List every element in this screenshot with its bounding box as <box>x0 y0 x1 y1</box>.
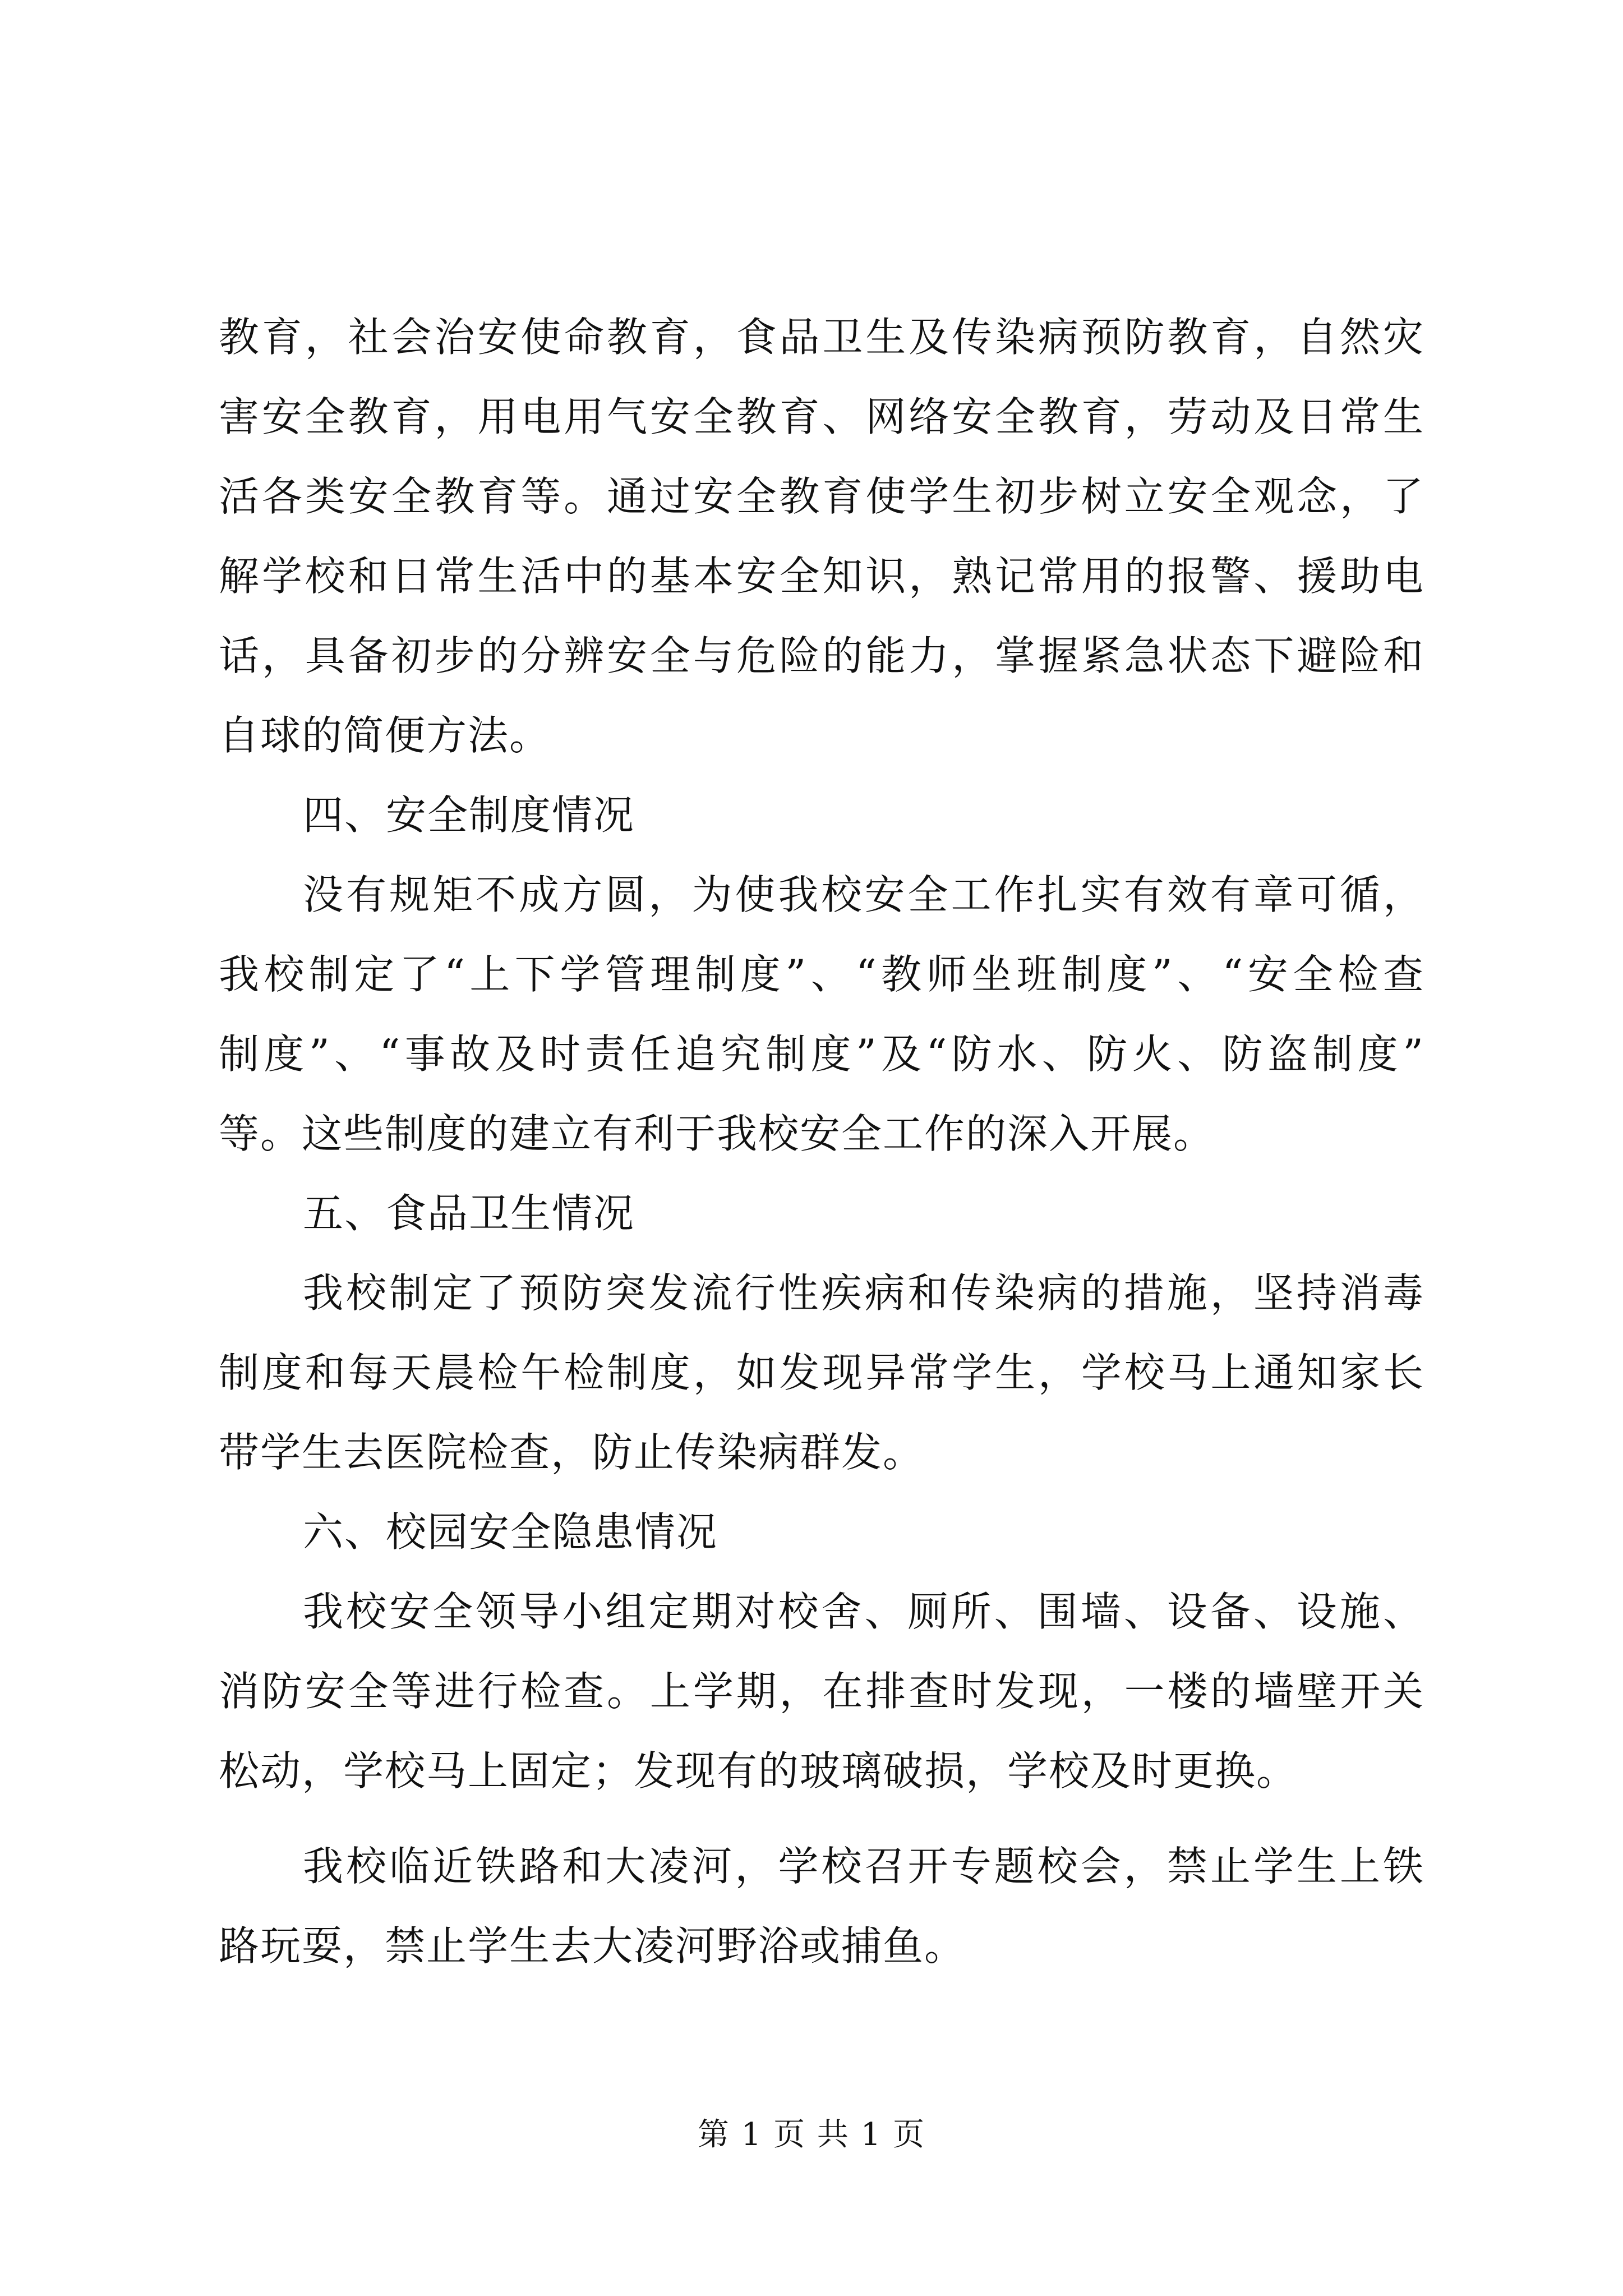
paragraph-line: 制度和每天晨检午检制度，如发现异常学生，学校马上通知家长 <box>219 1349 1424 1396</box>
section-heading: 六、校园安全隐患情况 <box>303 1508 718 1556</box>
paragraph-line: 等。这些制度的建立有利于我校安全工作的深入开展。 <box>219 1110 1215 1157</box>
page-footer: 第 1 页 共 1 页 <box>697 2116 926 2153</box>
paragraph-line: 话，具备初步的分辨安全与危险的能力，掌握紧急状态下避险和 <box>219 632 1424 679</box>
section-heading: 五、食品卫生情况 <box>303 1190 635 1237</box>
paragraph-line: 我校临近铁路和大凌河，学校召开专题校会，禁止学生上铁 <box>303 1843 1424 1890</box>
paragraph-line: 教育，社会治安使命教育，食品卫生及传染病预防教育，自然灾 <box>219 314 1424 361</box>
paragraph-line: 我校安全领导小组定期对校舍、厕所、围墙、设备、设施、 <box>303 1588 1424 1635</box>
section-heading: 四、安全制度情况 <box>303 792 635 839</box>
paragraph-line: 松动，学校马上固定；发现有的玻璃破损，学校及时更换。 <box>219 1747 1298 1795</box>
paragraph-line: 没有规矩不成方圆，为使我校安全工作扎实有效有章可循， <box>303 871 1424 918</box>
paragraph-line: 制度”、“事故及时责任追究制度”及“防水、防火、防盗制度” <box>219 1030 1424 1078</box>
paragraph-line: 带学生去医院检查，防止传染病群发。 <box>219 1429 925 1476</box>
document-body <box>219 297 1424 1986</box>
paragraph-line: 路玩耍，禁止学生去大凌河野浴或捕鱼。 <box>219 1922 966 1970</box>
paragraph-line: 解学校和日常生活中的基本安全知识，熟记常用的报警、援助电 <box>219 553 1424 600</box>
paragraph-line: 自球的简便方法。 <box>219 712 551 759</box>
paragraph-line: 我校制定了“上下学管理制度”、“教师坐班制度”、“安全检查 <box>219 951 1424 998</box>
paragraph-line: 害安全教育，用电用气安全教育、网络安全教育，劳动及日常生 <box>219 393 1424 440</box>
paragraph-line: 消防安全等进行检查。上学期，在排查时发现，一楼的墙壁开关 <box>219 1668 1424 1715</box>
paragraph-line: 活各类安全教育等。通过安全教育使学生初步树立安全观念，了 <box>219 473 1424 520</box>
paragraph-line: 我校制定了预防突发流行性疾病和传染病的措施，坚持消毒 <box>303 1269 1424 1317</box>
